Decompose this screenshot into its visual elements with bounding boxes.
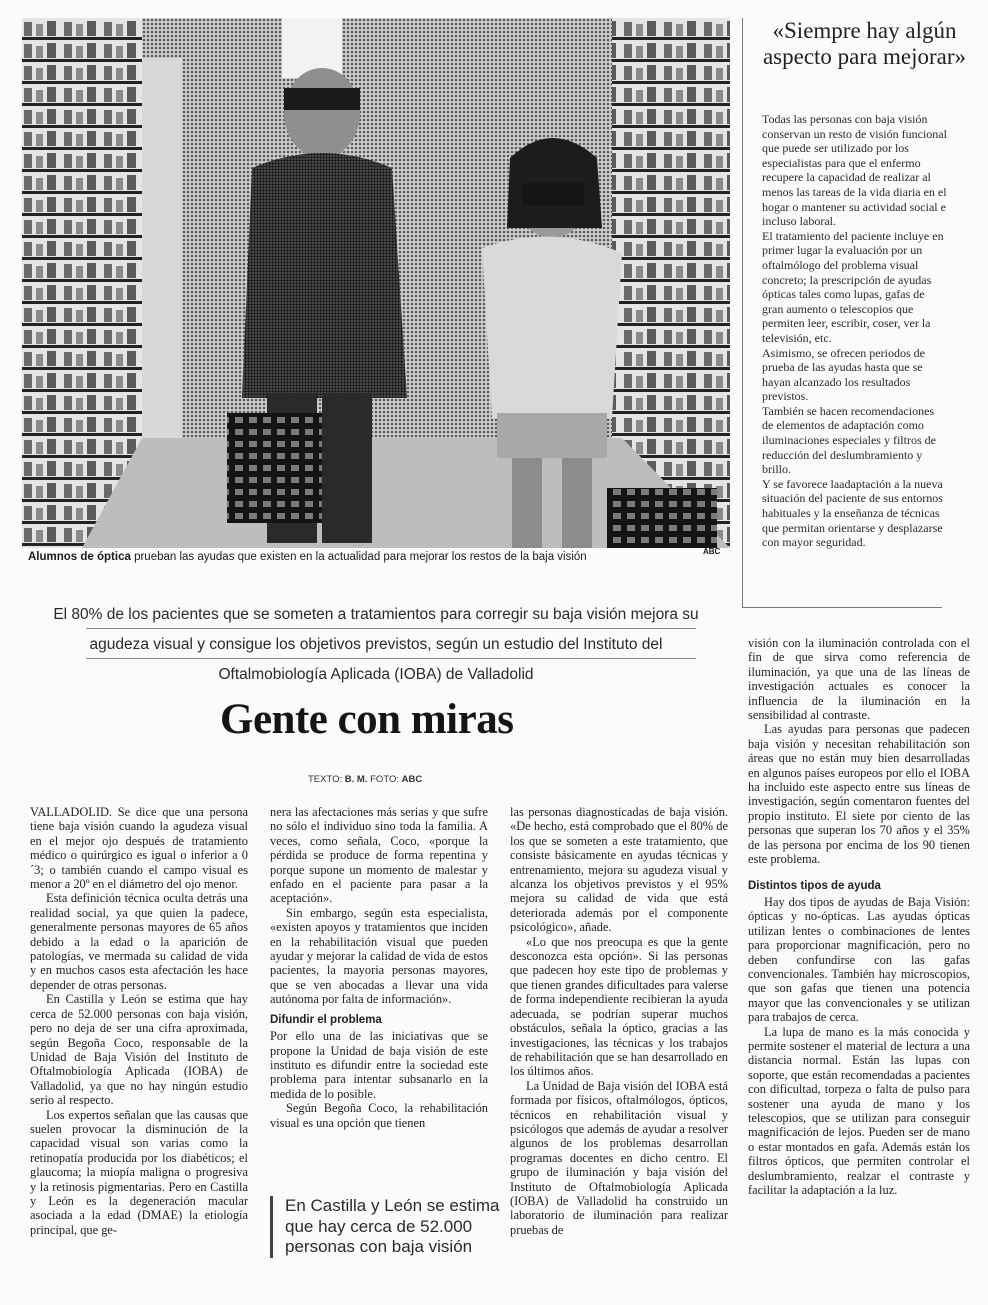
article-column-4 [748,636,970,1197]
body-paragraph: «Lo que nos preocupa es que la gente desconozca esta opción». Si las personas que padecen hoy este tipo de problemas y que tienen grandes dificultades para valerse de forma independiente recibieran la ayuda adecuada, se podrían superar muchos obstáculos, señala la óptico, gracias a las investigaciones, las técnicas y los trabajos de rehabilitación que se han desarrollado en los últimos años. [510,934,728,1079]
body-paragraph: Por ello una de las iniciativas que se propone la Unidad de baja visión de este instituto es difundir entre la sociedad este problema para intentar subsanarlo en la medida de lo posible. [270,1029,488,1101]
body-paragraph: En Castilla y León se estima que hay cerca de 52.000 personas con baja visión, pero no deja de ser una cifra aproximada, según Begoña Coco, responsable de la Unidad de Baja Visión del Instituto de Oftalmobiología Aplicada (IOBA) de Valladolid, ya que no hay ningún estudio serio al respecto. [30,992,248,1108]
sidebar-paragraph: Asimismo, se ofrecen periodos de prueba de las ayudas hasta que se hayan alcanzado los resultados previstos. [762,345,925,404]
photo-credit: ABC [703,547,721,556]
body-paragraph: Sin embargo, según esta especialista, «existen apoyos y tratamientos que inciden en la rehabilitación visual que pueden ayudar y mejorar la calidad de vida de estos pacientes, la mayoria personas mayores, que se ven abocadas a llevar una vida autónoma por falta de información». [270,905,488,1007]
section-subhead: Distintos tipos de ayuda [748,879,881,892]
byline-text-label: TEXTO: [308,774,345,785]
article-headline: Gente con miras [220,696,514,743]
pull-quote: En Castilla y León se estima que hay cerca de 52.000 personas con baja visión [270,1196,511,1258]
article-column-2 [270,805,488,1130]
article-column-1 [30,805,248,1237]
caption-bold: Alumnos de óptica [28,551,131,563]
sidebar-headline: «Siempre hay algún aspecto para mejorar» [762,18,967,69]
body-paragraph: Esta definición técnica oculta detrás una realidad social, ya que quien la padece, generalmente personas mayores de 65 años debido a la edad o la aparición de patologías, ve mermada su calidad de vida y en muchos casos esta afectación les hace depender de otras personas. [30,891,248,992]
body-paragraph: visión con la iluminación controlada con el fin de que sirva como referencia de iluminación, ya que una de las líneas de investigación actuales es conocer la influencia de la iluminación en la sensibilidad al contraste. [748,636,970,723]
sidebar-body [762,112,948,550]
sidebar-paragraph: También se hacen recomendaciones de elementos de adaptación como iluminaciones especiales y filtros de reducción del deslumbramiento y brillo. [762,403,936,477]
article-byline [308,774,422,785]
body-paragraph: nera las afectaciones más serias y que sufre no sólo el individuo sino toda la familia. A veces, como señala, Coco, «porque la pérdida se produce de forma repentina y porque supone un momento de malestar y enfado en el paciente para pasar a la aceptación». [270,805,488,906]
sidebar-divider-vertical [742,18,743,608]
sidebar-paragraph: Y se favorece laadaptación a la nueva situación del paciente de sus entornos habituales y la enseñanza de técnicas que permitan orientarse y desplazarse con mayor seguridad. [762,476,943,550]
body-paragraph: La Unidad de Baja visión del IOBA está formada por físicos, oftalmólogos, ópticos, técnicos en rehabilitación visual y psicólogos que además de ayudar a resolver algunos de los problemas desarrollan programas docentes en dicho centro. El grupo de iluminación y baja visión del Instituto de Oftalmobiología Aplicada (IOBA) de Valladolid ha construido un laboratorio de iluminación para realizar pruebas de [510,1078,728,1237]
byline-photo-label: FOTO: [367,774,402,785]
photo-caption [28,550,588,564]
body-paragraph: las personas diagnosticadas de baja visión. «De hecho, está comprobado que el 80% de los que se someten a este tratamiento, que consiste básicamente en ayudas técnicas y entrenamiento, mejora su agudeza visual y alcanza los objetivos previstos y el 95% mejora su calidad de vida que está deteriorada además por el componente psicológico», añade. [510,805,728,935]
caption-text: prueban las ayudas que existen en la actualidad para mejorar los restos de la baja visión [130,551,587,563]
body-paragraph: Las ayudas para personas que padecen baja visión y necesitan rehabilitación son áreas que no están muy bien desarrolladas en algunos países europeos por ello el IOBA ha incluido este aspecto entre sus líneas de investigación, según comentaron fuentes del propio instituto. El siete por ciento de las personas que superan los 70 años y el 35% de las persona por encima de los 90 tienen este problema. [748,722,970,867]
body-paragraph: Los expertos señalan que las causas que suelen provocar la disminución de la capacidad visual son varias como la retinopatía producida por los diabéticos; el glaucoma; la miopía maligna o progresiva y la retinosis pigmentarias. Pero en Castilla y León es la degeneración macular asociada a la edad (DMAE) la etiología principal, que ge- [30,1107,248,1237]
photo-image [22,18,730,548]
body-paragraph: La lupa de mano es la más conocida y permite sostener el material de lectura a una distancia normal. Están las lupas con soporte, que están recomendadas a pacientes con dificultad, torpeza o falta de pulso para sostener una ayuda de mano y los telescopios, que se utilizan para conseguir magnificación de lejos. Pueden ser de mano o estar montados en gafa. Además están los filtros ópticos, que permiten controlar el deslumbramiento, realzar el contraste y facilitar la adaptación a la luz. [748,1024,970,1198]
sidebar-paragraph: Todas las personas con baja visión conservan un resto de visión funcional que puede ser utilizado por los especialistas para que el enfermo recupere la capacidad de realizar al menos las tareas de la vida diaria en el hogar o mantener su actividad social e incluso laboral. [762,112,947,229]
sidebar-divider-horizontal [742,607,942,608]
section-subhead: Difundir el problema [270,1013,382,1026]
body-paragraph: Según Begoña Coco, la rehabilitación visual es una opción que tienen [270,1101,488,1130]
body-paragraph: Hay dos tipos de ayudas de Baja Visión: ópticas y no-ópticas. Las ayudas ópticas utilizan lentes o combinaciones de lentes para proporcionar magnificación, pero no deben confundirse con las gafas convencionales. También hay microscopios, que son gafas que tienen una potencia mayor que las convencionales y se utilizan para trabajos de cerca. [748,894,970,1025]
article-photo [22,18,730,548]
article-lead: El 80% de los pacientes que se someten a tratamientos para corregir su baja visión mejora su agudeza visual y consigue los objetivos previstos, según un estudio del Instituto del Oftalmobiología Aplicada (IOBA) de Valladolid [53,606,699,683]
article-column-3 [510,805,728,1237]
body-paragraph: VALLADOLID. Se dice que una persona tiene baja visión cuando la agudeza visual en el mejor ojo después de tratamiento médico o quirúrgico es igual o inferior a 0´3; o también cuando el campo visual es menor a 20º en el diámetro del ojo menor. [30,805,248,892]
byline-text-author: B. M. [344,774,368,785]
sidebar-paragraph: El tratamiento del paciente incluye en primer lugar la evaluación por un oftalmólogo del problema visual concreto; la prescripción de ayudas ópticas tales como lupas, gafas de gran aumento o telescopios que permiten leer, escribir, coser, ver la televisión, etc. [762,228,944,345]
byline-photo-author: ABC [401,774,423,785]
